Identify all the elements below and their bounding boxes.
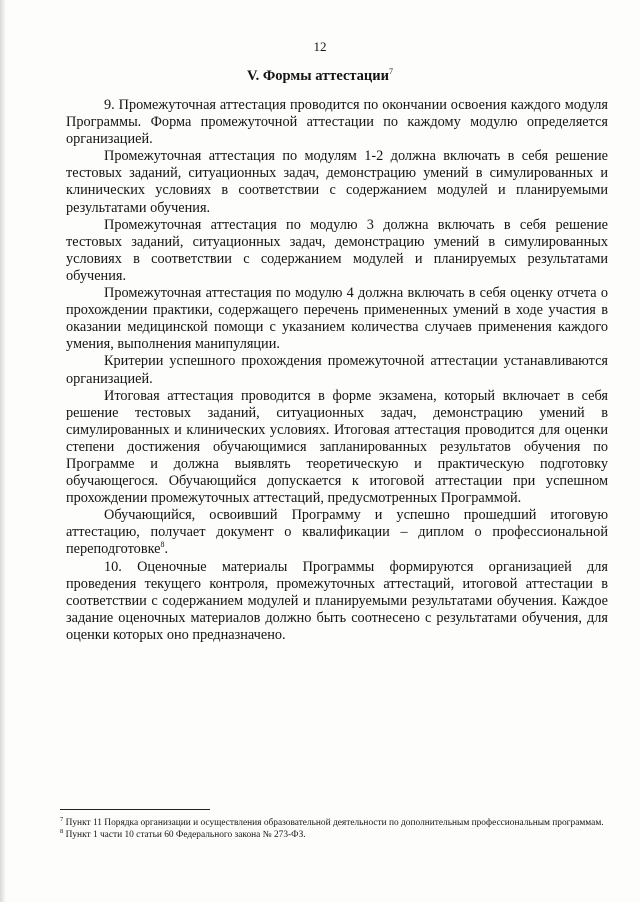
footnotes [60, 815, 608, 841]
footnote-8-text: Пункт 1 части 10 статьи 60 Федерального закона № 273-ФЗ. [63, 829, 306, 840]
paragraph-diploma [66, 507, 608, 558]
section-title [0, 67, 640, 85]
footnote-7-text: Пункт 11 Порядка организации и осуществления образовательной деятельности по дополнительным профессиональным программам. [63, 818, 604, 828]
footnote-7-mark: 7 [60, 815, 64, 823]
footnote-8-mark: 8 [60, 827, 64, 835]
footnote-7 [60, 815, 608, 830]
paragraph-modules-1-2: Промежуточная аттестация по модулям 1-2 должна включать в себя решение тестовых заданий, ситуационных задач, демонстрацию умений в симулированных и клинических условиях в соответствии с содержанием модулей и планируемыми результатами обучения. [66, 148, 608, 216]
paragraph-diploma-text: Обучающийся, освоивший Программу и успешно прошедший итоговую аттестацию, получает документ о квалификации – диплом о профессиональной переподготовке [66, 507, 608, 558]
paragraph-criteria: Критерии успешного прохождения промежуточной аттестации устанавливаются организацией. [66, 353, 608, 387]
scan-edge-shadow [0, 0, 6, 902]
page-number: 12 [313, 39, 327, 54]
footnote-mark-8: 8 [160, 540, 165, 550]
paragraph-9-intermediate-attestation: 9. Промежуточная аттестация проводится по окончании освоения каждого модуля Программы. Форма промежуточной аттестации по каждому модулю определяется организацией. [66, 97, 608, 148]
paragraph-10-assessment-materials: 10. Оценочные материалы Программы формируются организацией для проведения текущего контроля, промежуточных аттестаций, итоговой аттестации в соответствии с содержанием модулей и планируемыми результатами обучения. Каждое задание оценочных материалов должно быть соотнесено с результатами обучения, для оценки которых оно предназначено. [66, 558, 608, 643]
paragraph-module-4: Промежуточная аттестация по модулю 4 должна включать в себя оценку отчета о прохождении практики, содержащего перечень примененных умений в ходе участия в оказании медицинской помощи с указанием количества случаев применения каждого умения, выполнения манипуляции. [66, 285, 608, 353]
section-title-text: V. Формы аттестации [246, 67, 389, 84]
paragraph-final-attestation: Итоговая аттестация проводится в форме экзамена, который включает в себя решение тестовых заданий, ситуационных задач, демонстрацию умений в симулированных и клинических условиях. Итоговая аттестация проводится для оценки степени достижения обучающимися запланированных результатов обучения по Программе и должна выявлять теоретическую и практическую подготовку обучающегося. Обучающийся допускается к итоговой аттестации при успешном прохождении промежуточных аттестаций, предусмотренных Программой. [66, 387, 608, 507]
footnote-separator [60, 809, 210, 810]
paragraph-diploma-tail: . [164, 541, 169, 558]
section-title-footnote-mark: 7 [389, 67, 393, 76]
footnote-8 [60, 827, 608, 842]
paragraph-module-3: Промежуточная аттестация по модулю 3 должна включать в себя решение тестовых заданий, ситуационных задач, демонстрацию умений в симулированных условиях в соответствии с содержанием модулей и планируемых результатами обучения. [66, 216, 608, 284]
body-text [66, 97, 608, 644]
